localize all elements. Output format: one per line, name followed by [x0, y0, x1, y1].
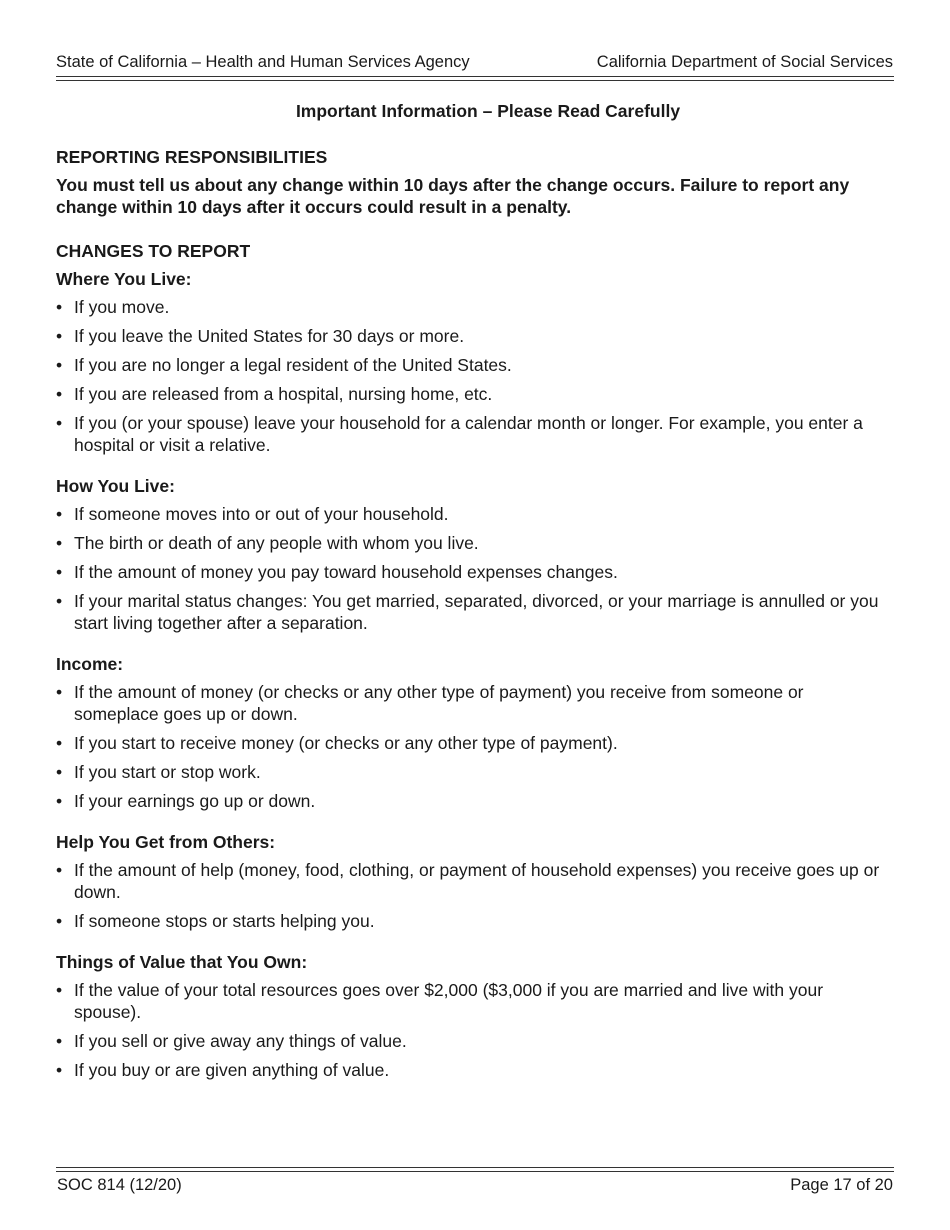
- change-list: [56, 859, 890, 932]
- document-body: [56, 100, 890, 1088]
- reporting-warning: You must tell us about any change within 10 days after the change occurs. Failure to report any change within 10 days after it occurs could result in a penalty.: [56, 175, 850, 217]
- list-item-text: If your marital status changes: You get married, separated, divorced, or your marriage is annulled or you start living together after a separation.: [74, 591, 879, 633]
- bullet-icon: •: [56, 533, 63, 553]
- list-item: [56, 412, 890, 456]
- bullet-icon: •: [56, 682, 63, 702]
- bullet-icon: •: [56, 762, 63, 782]
- list-item: [56, 503, 890, 525]
- change-groups: [56, 268, 890, 1081]
- list-item: [56, 979, 890, 1023]
- change-group: [56, 268, 890, 456]
- group-heading: Where You Live:: [56, 269, 192, 289]
- bullet-icon: •: [56, 562, 63, 582]
- list-item-text: If you are no longer a legal resident of the United States.: [74, 355, 512, 375]
- group-heading: Income:: [56, 654, 124, 674]
- list-item: [56, 532, 890, 554]
- change-list: [56, 681, 890, 812]
- bullet-icon: •: [56, 733, 63, 753]
- bullet-icon: •: [56, 911, 63, 931]
- list-item-text: If you (or your spouse) leave your household for a calendar month or longer. For example, you enter a hospital or visit a relative.: [74, 413, 863, 455]
- change-group: [56, 475, 890, 634]
- changes-heading: CHANGES TO REPORT: [56, 241, 251, 261]
- form-id: SOC 814 (12/20): [57, 1176, 182, 1194]
- page-footer: [57, 1175, 893, 1195]
- group-heading: Help You Get from Others:: [56, 832, 276, 852]
- bullet-icon: •: [56, 860, 63, 880]
- header-department: California Department of Social Services: [596, 53, 893, 71]
- reporting-heading: REPORTING RESPONSIBILITIES: [56, 147, 328, 167]
- bullet-icon: •: [56, 326, 63, 346]
- list-item: [56, 1030, 890, 1052]
- list-item: [56, 354, 890, 376]
- list-item: [56, 561, 890, 583]
- bullet-icon: •: [56, 297, 63, 317]
- footer-rule: [56, 1167, 894, 1172]
- list-item-text: If you leave the United States for 30 days or more.: [74, 326, 465, 346]
- list-item: [56, 383, 890, 405]
- list-item: [56, 681, 890, 725]
- list-item-text: If you sell or give away any things of value.: [74, 1031, 407, 1051]
- page-number: Page 17 of 20: [790, 1176, 893, 1194]
- page-header: [56, 52, 893, 72]
- list-item-text: If someone moves into or out of your household.: [74, 504, 449, 524]
- bullet-icon: •: [56, 1060, 63, 1080]
- change-group: [56, 831, 890, 932]
- list-item-text: If your earnings go up or down.: [74, 791, 316, 811]
- list-item: [56, 761, 890, 783]
- bullet-icon: •: [56, 504, 63, 524]
- bullet-icon: •: [56, 791, 63, 811]
- document-title: Important Information – Please Read Carefully: [295, 101, 681, 121]
- list-item-text: If you are released from a hospital, nursing home, etc.: [74, 384, 493, 404]
- list-item: [56, 1059, 890, 1081]
- list-item: [56, 790, 890, 812]
- list-item-text: If you buy or are given anything of value.: [74, 1060, 390, 1080]
- list-item-text: If the amount of help (money, food, clothing, or payment of household expenses) you receive goes up or down.: [74, 860, 880, 902]
- list-item: [56, 296, 890, 318]
- change-group: [56, 951, 890, 1081]
- bullet-icon: •: [56, 591, 63, 611]
- list-item-text: If the amount of money (or checks or any other type of payment) you receive from someone or someplace goes up or down.: [74, 682, 804, 724]
- header-agency: State of California – Health and Human Services Agency: [56, 53, 470, 71]
- list-item: [56, 732, 890, 754]
- change-list: [56, 296, 890, 456]
- bullet-icon: •: [56, 413, 63, 433]
- change-list: [56, 503, 890, 634]
- list-item-text: If you move.: [74, 297, 170, 317]
- group-heading: Things of Value that You Own:: [56, 952, 308, 972]
- list-item: [56, 910, 890, 932]
- bullet-icon: •: [56, 355, 63, 375]
- change-group: [56, 653, 890, 812]
- bullet-icon: •: [56, 384, 63, 404]
- list-item-text: The birth or death of any people with whom you live.: [74, 533, 479, 553]
- list-item: [56, 859, 890, 903]
- list-item-text: If someone stops or starts helping you.: [74, 911, 375, 931]
- list-item-text: If you start or stop work.: [74, 762, 261, 782]
- bullet-icon: •: [56, 980, 63, 1000]
- header-rule: [56, 76, 894, 81]
- list-item: [56, 590, 890, 634]
- change-list: [56, 979, 890, 1081]
- group-heading: How You Live:: [56, 476, 175, 496]
- list-item-text: If you start to receive money (or checks or any other type of payment).: [74, 733, 618, 753]
- bullet-icon: •: [56, 1031, 63, 1051]
- list-item: [56, 325, 890, 347]
- list-item-text: If the value of your total resources goes over $2,000 ($3,000 if you are married and live with your spouse).: [74, 980, 824, 1022]
- list-item-text: If the amount of money you pay toward household expenses changes.: [74, 562, 618, 582]
